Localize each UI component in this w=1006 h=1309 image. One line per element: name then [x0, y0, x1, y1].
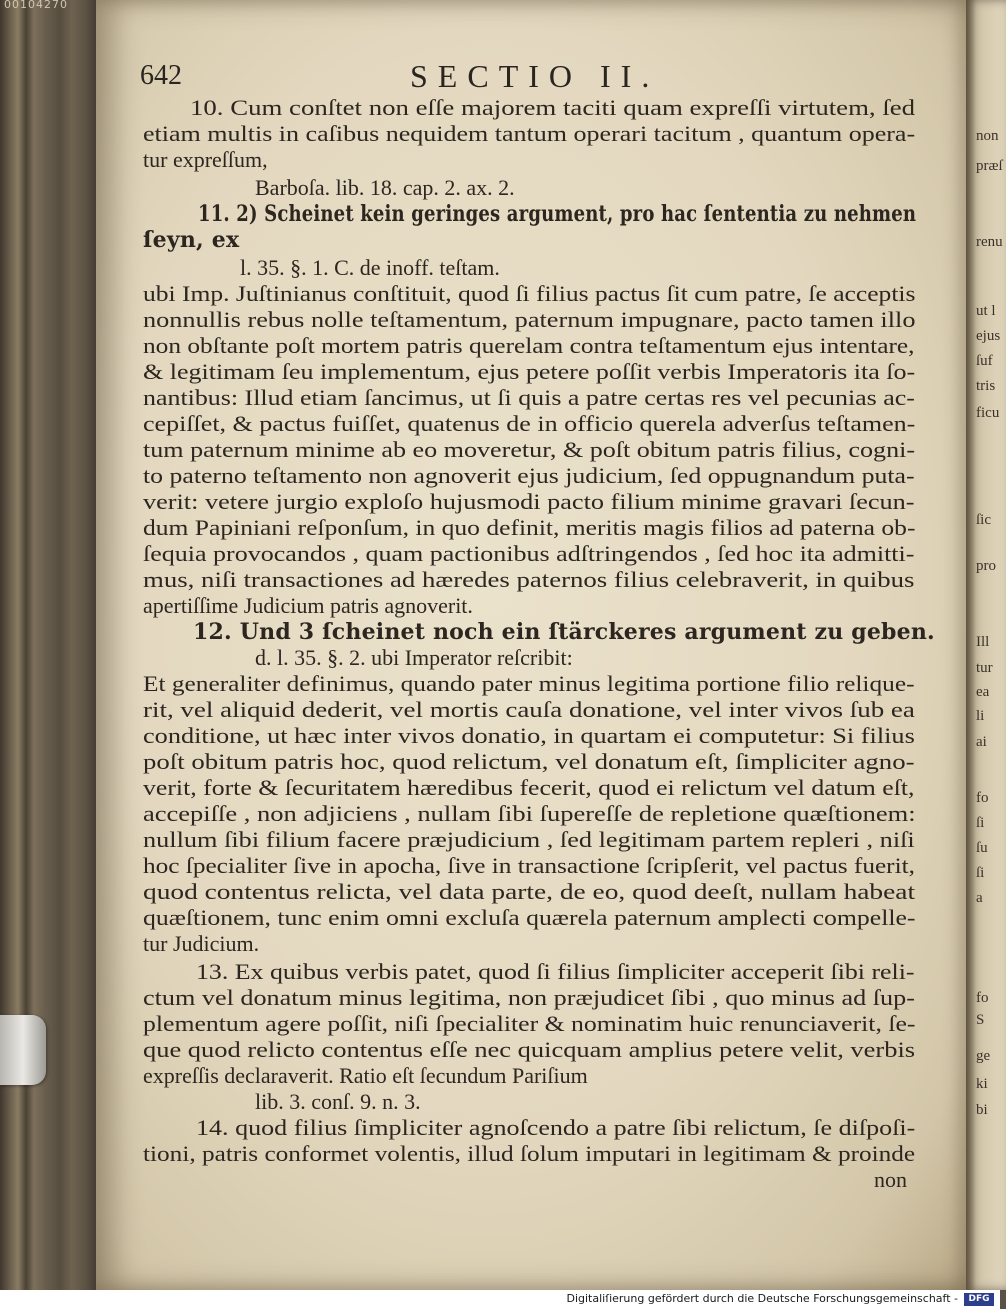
margin-fragment: tur	[976, 660, 993, 676]
footer-bar	[0, 1290, 1000, 1309]
text-line: rit, vel aliquid dederit, vel mortis cauſa donatione, vel inter vivos ſub ea	[143, 697, 915, 722]
margin-fragment: fo	[976, 990, 989, 1006]
text-line: l. 35. §. 1. C. de inoff. teſtam.	[240, 255, 500, 280]
margin-fragment: ſi	[976, 865, 985, 881]
margin-fragment: bi	[976, 1102, 988, 1118]
margin-fragment: S	[976, 1012, 985, 1028]
margin-fragment: a	[976, 890, 983, 906]
text-line: verit, forte & ſecuritatem hæredibus fecerit, quod ei relictum vel datum eſt,	[143, 775, 915, 800]
text-line: tur Judicium.	[143, 931, 260, 956]
text-line: 14. quod filius ſimpliciter agnoſcendo a patre ſibi relictum, ſe diſpoſi-	[196, 1115, 916, 1140]
margin-fragment: renu	[976, 234, 1003, 250]
text-line: accepiſſe , non adjiciens , nullam ſibi ſupereſſe de repletione quæſtionem:	[143, 801, 916, 826]
text-line: ſeyn, ex	[143, 227, 240, 253]
running-head: SECTIO II.	[410, 58, 660, 94]
text-line: hoc ſpecialiter ſive in apocha, ſive in transactione ſcripſerit, vel pactus fuerit,	[143, 853, 915, 878]
text-line: apertiſſime Judicium patris agnoverit.	[143, 593, 473, 618]
text-line: expreſſis declaraverit. Ratio eſt ſecundum Pariſium	[143, 1063, 588, 1088]
margin-fragment: non	[976, 128, 999, 144]
margin-fragment: ſuf	[976, 353, 993, 369]
margin-fragment: ut l	[976, 303, 996, 319]
text-line: 10. Cum conſtet non eſſe majorem taciti quam expreſſi virtutem, ſed	[190, 95, 916, 120]
text-line: tum paternum minime ab eo moveretur, & poſt obitum patris filius, cogni-	[143, 437, 916, 462]
margin-fragment: ki	[976, 1076, 988, 1092]
text-line: quod contentus relicta, vel data parte, de eo, quod deeſt, nullam habeat	[143, 879, 916, 904]
margin-fragment: ſic	[976, 512, 991, 528]
text-line: Et generaliter definimus, quando pater minus legitima portione filio reliquе-	[143, 671, 915, 696]
text-line: poſt obitum patris hoc, quod relictum, vel donatum eſt, ſimpliciter agno-	[143, 749, 915, 774]
margin-fragment: fo	[976, 790, 989, 806]
margin-fragment: ficu	[976, 405, 1000, 421]
text-line: 11. 2) Scheinet kein geringes argument, pro hac ſententia zu nehmen	[198, 201, 917, 227]
text-line: 12. Und 3 ſcheinet noch ein ſtärckeres argument zu geben.	[193, 619, 935, 645]
text-line: non	[874, 1167, 907, 1192]
page-number: 642	[140, 60, 182, 91]
text-line: que quod relicto contentus eſſe nec quicquam amplius petere velit, verbis	[143, 1037, 916, 1062]
text-line: quæſtionem, tunc enim omni excluſa quærela paternum amplecti compelle-	[143, 905, 916, 930]
margin-fragment: ge	[976, 1048, 991, 1064]
text-line: Barboſa. lib. 18. cap. 2. ax. 2.	[255, 175, 515, 200]
text-line: to paterno teſtamento non agnoverit ejus judicium, ſed oppugnandum puta-	[143, 463, 915, 488]
text-line: verit: vetere jurgio exploſo hujusmodi pacto filium minime gravari ſecun-	[143, 489, 915, 514]
text-line: nantibus: Illud etiam ſancimus, ut ſi quis a patre certas res vel pecunias ac-	[143, 385, 915, 410]
margin-fragment: ai	[976, 734, 987, 750]
margin-fragment: tris	[976, 378, 996, 394]
archive-id: 00104270	[4, 0, 68, 11]
margin-fragment: li	[976, 708, 985, 724]
text-line: nonnullis rebus nolle teſtamentum, paternum impugnare, pacto tamen illo	[143, 307, 916, 332]
margin-fragment: præſ	[976, 158, 1003, 174]
margin-fragment: ea	[976, 684, 990, 700]
text-line: non obſtante poſt mortem patris querelam contra teſtamentum ejus intentare,	[143, 333, 915, 358]
text-line: plementum agere poſſit, niſi ſpecialiter & nominatim huic renunciaverit, ſe-	[143, 1011, 916, 1036]
text-line: ſequia provocandos , quam pactionibus adſtringendos , ſed hoc ita admitti-	[143, 541, 915, 566]
text-line: lib. 3. conſ. 9. n. 3.	[255, 1089, 421, 1114]
margin-fragment: pro	[976, 558, 996, 574]
text-line: dum Papiniani reſponſum, in quo definit, meritis magis filios ad paterna ob-	[143, 515, 916, 540]
text-line: tur expreſſum,	[143, 147, 268, 172]
text-line: mus, niſi transactiones ad hæredes paternos filius celebraverit, in quibus	[143, 567, 915, 592]
text-line: & legitimam ſeu implementum, ejus petere poſſit verbis Imperatoris ita ſo-	[143, 359, 916, 384]
funding-credit: Digitaliſierung gefördert durch die Deutsche Forschungsgemeinschaft -	[566, 1292, 958, 1305]
text-line: cepiſſet, & pactus fuiſſet, quatenus de in officio querela adverſus teſtamen-	[143, 411, 916, 436]
margin-fragment: ſu	[976, 840, 988, 856]
dfg-logo: DFG	[964, 1293, 994, 1306]
text-line: nullum ſibi filium facere præjudicium , ſed legitimam partem repleri , niſi	[143, 827, 915, 852]
margin-fragment: Ill	[976, 634, 990, 650]
margin-fragment: ſi	[976, 815, 985, 831]
text-line: d. l. 35. §. 2. ubi Imperator reſcribit:	[255, 645, 573, 670]
text-line: 13. Ex quibus verbis patet, quod ſi filius ſimpliciter acceperit ſibi reli-	[196, 959, 915, 984]
text-line: etiam multis in caſibus nequidem tantum operari tacitum , quantum opera-	[143, 121, 916, 146]
margin-fragment: ejus	[976, 328, 1001, 344]
text-line: conditione, ut hæc inter vivos donatio, in quartam ei computetur: Si filius	[143, 723, 915, 748]
text-line: ubi Imp. Juſtinianus conſtituit, quod ſi filius pactus ſit cum patre, ſe acceptis	[143, 281, 916, 306]
text-line: tioni, patris conformet volentis, illud ſolum imputari in legitimam & proinde	[143, 1141, 916, 1166]
text-line: ctum vel donatum minus legitima, non præjudicet ſibi , quo minus ad ſup-	[143, 985, 915, 1010]
